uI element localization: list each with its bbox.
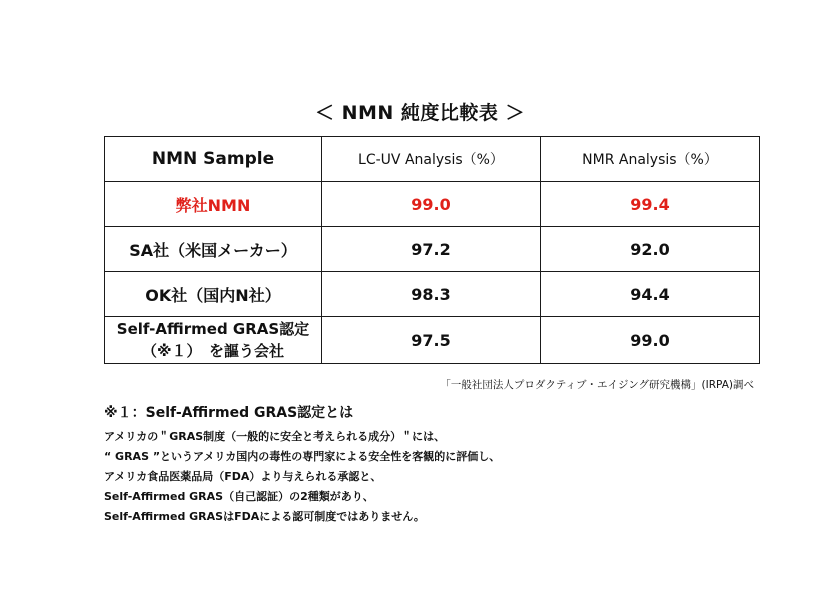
cell-lcuv: 99.0 (322, 182, 541, 227)
cell-nmr: 99.0 (541, 317, 760, 364)
source-credit: 「一般社団法人プロダクティブ・エイジング研究機構」(IRPA)調べ (440, 379, 754, 391)
table-row (105, 182, 760, 227)
cell-nmr: 99.4 (541, 182, 760, 227)
footnote-line: Self-Affirmed GRASはFDAによる認可制度ではありません。 (104, 510, 425, 523)
row-label-sa: SA社（米国メーカー） (105, 227, 322, 272)
cell-lcuv: 98.3 (322, 272, 541, 317)
header-sample: NMN Sample (105, 137, 322, 182)
row-label-ok: OK社（国内N社） (105, 272, 322, 317)
header-nmr: NMR Analysis（%） (541, 137, 760, 182)
table-header-row (105, 137, 760, 182)
purity-comparison-table (104, 136, 760, 364)
cell-nmr: 92.0 (541, 227, 760, 272)
footnote-line: Self-Affirmed GRAS（自己認証）の2種類があり、 (104, 490, 374, 503)
cell-nmr: 94.4 (541, 272, 760, 317)
row-label-gras-line2: （※１） を謳う会社 (141, 342, 285, 360)
footnote-heading: ※１：Self-Affirmed GRAS認定とは (104, 405, 354, 421)
row-label-our-nmn: 弊社NMN (105, 182, 322, 227)
row-label-gras-line1: Self-Affirmed GRAS認定 (116, 320, 310, 338)
table-row (105, 317, 760, 364)
footnote-line: “ GRAS ”というアメリカ国内の毒性の専門家による安全性を客観的に評価し、 (104, 450, 501, 463)
page-title: ＜ NMN 純度比較表 ＞ (314, 102, 526, 124)
footnote-line: アメリカの＂GRAS制度（一般的に安全と考えられる成分）＂には、 (104, 430, 446, 443)
row-label-gras (105, 317, 322, 364)
footnote (104, 402, 784, 527)
header-lcuv: LC-UV Analysis（%） (322, 137, 541, 182)
cell-lcuv: 97.2 (322, 227, 541, 272)
table-row (105, 272, 760, 317)
table-row (105, 227, 760, 272)
footnote-line: アメリカ食品医薬品局（FDA）より与えられる承認と、 (104, 470, 382, 483)
cell-lcuv: 97.5 (322, 317, 541, 364)
